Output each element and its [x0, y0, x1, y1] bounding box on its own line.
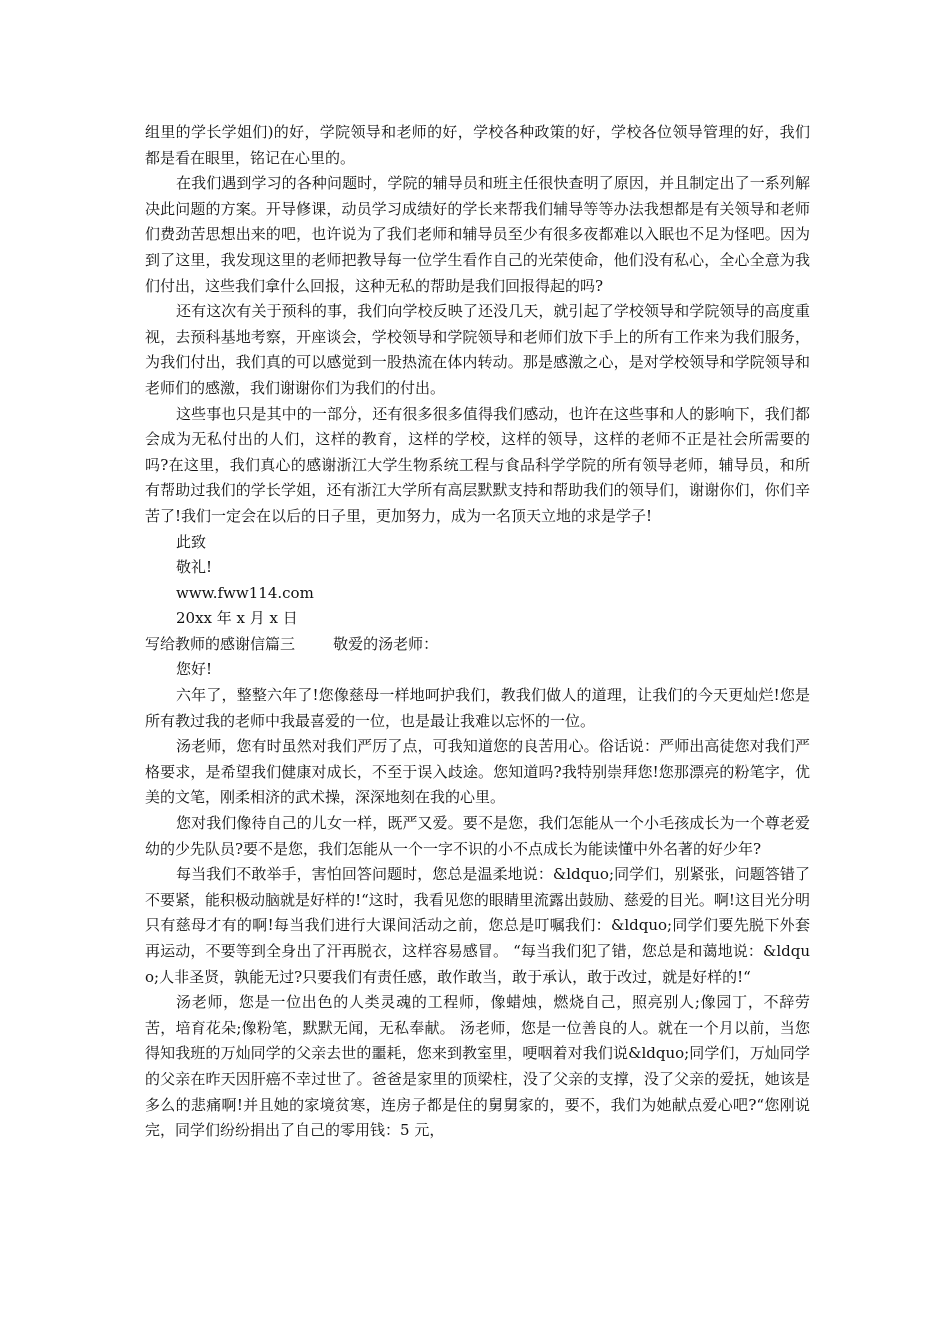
section-title-line [145, 632, 810, 658]
closing-line-1: 此致 [176, 532, 207, 551]
website-text: www.fww114.com [176, 583, 314, 602]
paragraph-3: 还有这次有关于预科的事，我们向学校反映了还没几天，就引起了学校领导和学院领导的高度重视，去预科基地考察，开座谈会，学校领导和学院领导和老师们放下手上的所有工作来为我们服务，为我们付出，我们真的可以感觉到一股热流在体内转动。那是感激之心，是对学校领导和学院领导和老师们的感激，我们谢谢你们为我们的付出。 [145, 302, 810, 397]
letter-paragraph-1: 六年了，整整六年了!您像慈母一样地呵护我们，教我们做人的道理，让我们的今天更灿烂!您是所有教过我的老师中我最喜爱的一位，也是最让我难以忘怀的一位。 [145, 686, 810, 730]
letter-paragraph-4: 每当我们不敢举手，害怕回答问题时，您总是温柔地说：&ldquo;同学们，别紧张，问题答错了不要紧，能积极动脑就是好样的!“这时，我看见您的眼睛里流露出鼓励、慈爱的目光。啊!这目光分明只有慈母才有的啊!每当我们进行大课间活动之前，您总是叮嘱我们：&ldquo;同学们要先脱下外套再运动，不要等到全身出了汗再脱衣，这样容易感冒。 “每当我们犯了错，您总是和蔼地说：&ldquo;人非圣贤，孰能无过?只要我们有责任感，敢作敢当，敢于承认，敢于改过，就是好样的!“ [145, 865, 810, 986]
paragraph-1: 组里的学长学姐们)的好，学院领导和老师的好，学校各种政策的好，学校各位领导管理的好，我们都是看在眼里，铭记在心里的。 [145, 123, 810, 167]
letter-paragraph-2: 汤老师，您有时虽然对我们严厉了点，可我知道您的良苦用心。俗话说：严师出高徒您对我们严格要求，是希望我们健康对成长，不至于误入歧途。您知道吗?我特别崇拜您!您那漂亮的粉笔字，优美的文笔，刚柔相济的武术操，深深地刻在我的心里。 [145, 737, 810, 807]
document-page [145, 120, 810, 1144]
letter-paragraph-5: 汤老师，您是一位出色的人类灵魂的工程师，像蜡烛，燃烧自己，照亮别人;像园丁，不辞劳苦，培育花朵;像粉笔，默默无闻，无私奉献。 汤老师，您是一位善良的人。就在一个月以前，当您得知我班的万灿同学的父亲去世的噩耗，您来到教室里，哽咽着对我们说&ldquo;同学们，万灿同学的父亲在昨天因肝癌不幸过世了。爸爸是家里的顶梁柱，没了父亲的支撑，没了父亲的爱抚，她该是多么的悲痛啊!并且她的家境贫寒，连房子都是住的舅舅家的，要不，我们为她献点爱心吧?“您刚说完，同学们纷纷捐出了自己的零用钱：5 元， [145, 993, 810, 1140]
section-title: 写给教师的感谢信篇三 [145, 634, 296, 653]
paragraph-2: 在我们遇到学习的各种问题时，学院的辅导员和班主任很快查明了原因，并且制定出了一系列解决此问题的方案。开导修课，动员学习成绩好的学长来帮我们辅导等等办法我想都是有关领导和老师们费劲苦思想出来的吧，也许说为了我们老师和辅导员至少有很多夜都难以入眠也不足为怪吧。因为到了这里，我发现这里的老师把教导每一位学生看作自己的光荣使命，他们没有私心，全心全意为我们付出，这些我们拿什么回报，这种无私的帮助是我们回报得起的吗? [145, 174, 810, 295]
letter-paragraph-3: 您对我们像待自己的儿女一样，既严又爱。要不是您，我们怎能从一个小毛孩成长为一个尊老爱幼的少先队员?要不是您，我们怎能从一个一字不识的小不点成长为能读懂中外名著的好少年? [145, 814, 810, 858]
paragraph-4: 这些事也只是其中的一部分，还有很多很多值得我们感动，也许在这些事和人的影响下，我们都会成为无私付出的人们，这样的教育，这样的学校，这样的领导，这样的老师不正是社会所需要的吗?在这里，我们真心的感谢浙江大学生物系统工程与食品科学学院的所有领导老师，辅导员，和所有帮助过我们的学长学姐，还有浙江大学所有高层默默支持和帮助我们的领导们，谢谢你们，你们辛苦了!我们一定会在以后的日子里，更加努力，成为一名顶天立地的求是学子! [145, 404, 810, 525]
date-text: 20xx 年 x 月 x 日 [176, 609, 298, 628]
greeting: 您好! [176, 660, 213, 679]
closing-line-2: 敬礼! [176, 558, 213, 577]
salutation: 敬爱的汤老师： [333, 634, 439, 653]
